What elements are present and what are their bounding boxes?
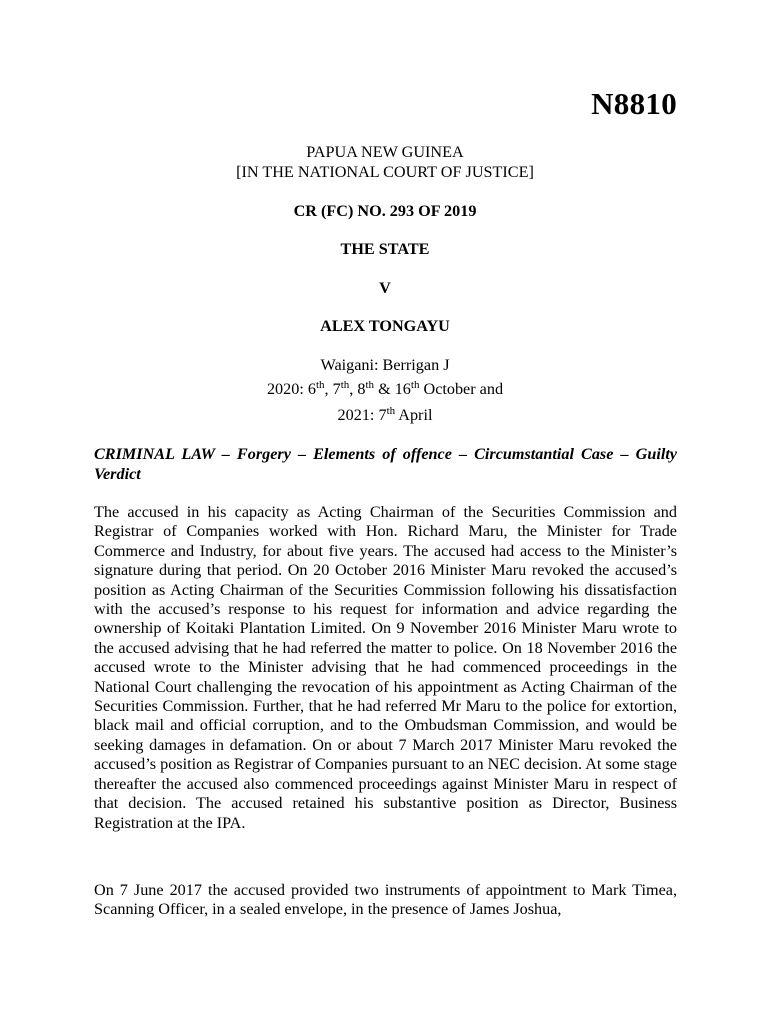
- date-text: 2020: 6: [266, 380, 316, 398]
- date-text: & 16: [374, 380, 411, 398]
- versus-label: V: [379, 279, 391, 297]
- ordinal-suffix: th: [340, 379, 350, 391]
- date-text: April: [395, 406, 433, 424]
- ordinal-suffix: th: [365, 379, 375, 391]
- paragraph-summary: The accused in his capacity as Acting Chairman of the Securities Commission and Registrar of Companies worked with Hon. Richard Maru, the Minister for Trade Commerce and Industry, for about five years. The accused had access to the Minister’s signature during that period. On 20 October 2016 Minister Maru revoked the accused’s position as Acting Chairman of the Securities Commission following his dissatisfaction with the accused’s response to his request for information and advice regarding the ownership of Koitaki Plantation Limited. On 9 November 2016 Minister Maru wrote to the accused advising that he had referred the matter to police. On 18 November 2016 the accused wrote to the Minister advising that he had commenced proceedings in the National Court challenging the revocation of his appointment as Acting Chairman of the Securities Commission. Further, that he had referred Mr Maru to the police for extortion, black mail and official corruption, and to the Ombudsman Commission, and would be seeking damages in defamation. On or about 7 March 2017 Minister Maru revoked the accused’s position as Registrar of Companies pursuant to an NEC decision. At some stage thereafter the accused also commenced proceedings against Minister Maru in respect of that decision. The accused retained his substantive position as Director, Business Registration at the IPA.: [94, 503, 677, 832]
- decision-date-2021: [94, 406, 676, 426]
- date-text: , 7: [324, 380, 341, 398]
- ordinal-suffix: th: [386, 405, 396, 417]
- case-number: CR (FC) NO. 293 OF 2019: [293, 202, 477, 220]
- court-heading: [IN THE NATIONAL COURT OF JUSTICE]: [236, 163, 534, 181]
- party-accused: ALEX TONGAYU: [320, 317, 450, 335]
- paragraph-facts: On 7 June 2017 the accused provided two instruments of appointment to Mark Timea, Scanning Officer, in a sealed envelope, in the presence of James Joshua,: [94, 881, 677, 919]
- party-state: THE STATE: [340, 240, 430, 258]
- venue-judge: Waigani: Berrigan J: [320, 356, 450, 374]
- date-text: 2021: 7: [337, 406, 387, 424]
- country-heading: PAPUA NEW GUINEA: [306, 143, 464, 161]
- document-number: N8810: [591, 86, 677, 121]
- ordinal-suffix: th: [315, 379, 325, 391]
- date-text: , 8: [349, 380, 366, 398]
- hearing-dates-2020: [94, 380, 676, 400]
- ordinal-suffix: th: [410, 379, 420, 391]
- date-text: October and: [419, 380, 504, 398]
- catchwords: CRIMINAL LAW – Forgery – Elements of offence – Circumstantial Case – Guilty Verdict: [94, 445, 677, 483]
